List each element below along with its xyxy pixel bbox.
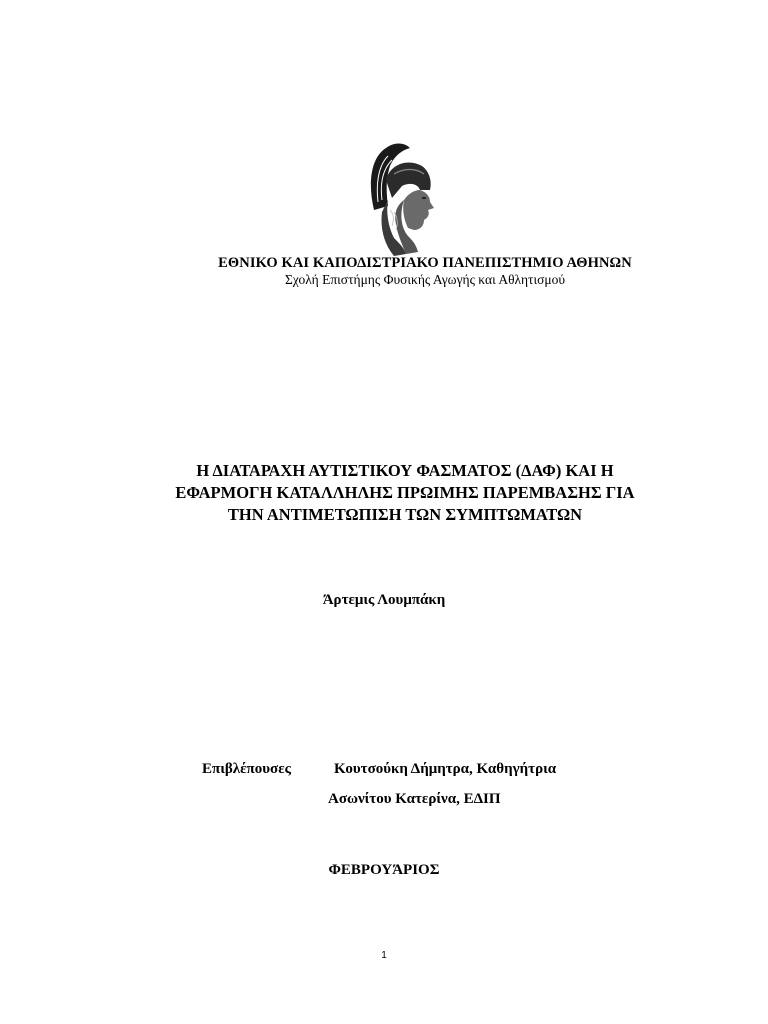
author-name: Άρτεμις Λουμπάκη — [322, 592, 446, 608]
thesis-title-line: ΤΗΝ ΑΝΤΙΜΕΤΩΠΙΣΗ ΤΩΝ ΣΥΜΠΤΩΜΑΤΩΝ — [227, 505, 583, 524]
thesis-title-line: ΕΦΑΡΜΟΓΗ ΚΑΤΑΛΛΗΛΗΣ ΠΡΩΙΜΗΣ ΠΑΡΕΜΒΑΣΗΣ ΓΙΑ — [175, 483, 635, 502]
supervisors-label: Επιβλέπουσες — [202, 761, 291, 777]
submission-month: ΦΕΒΡΟΥΆΡΙΟΣ — [328, 862, 440, 878]
thesis-title-line: Η ΔΙΑΤΑΡΑΧΗ ΑΥΤΙΣΤΙΚΟΥ ΦΑΣΜΑΤΟΣ (ΔΑΦ) ΚΑΙ Η — [196, 461, 614, 480]
athena-head-emblem-icon — [364, 140, 440, 258]
supervisor-name: Κουτσούκη Δήμητρα, Καθηγήτρια — [334, 761, 557, 777]
school-name: Σχολή Επιστήμης Φυσικής Αγωγής και Αθλητισμού — [284, 272, 566, 287]
university-name: ΕΘΝΙΚΟ ΚΑΙ ΚΑΠΟΔΙΣΤΡΙΑΚΟ ΠΑΝΕΠΙΣΤΗΜΙΟ ΑΘΗΝΩΝ — [218, 255, 632, 271]
supervisor-name: Ασωνίτου Κατερίνα, ΕΔΙΠ — [328, 791, 501, 807]
page-number: 1 — [381, 950, 387, 961]
thesis-title — [140, 460, 670, 526]
